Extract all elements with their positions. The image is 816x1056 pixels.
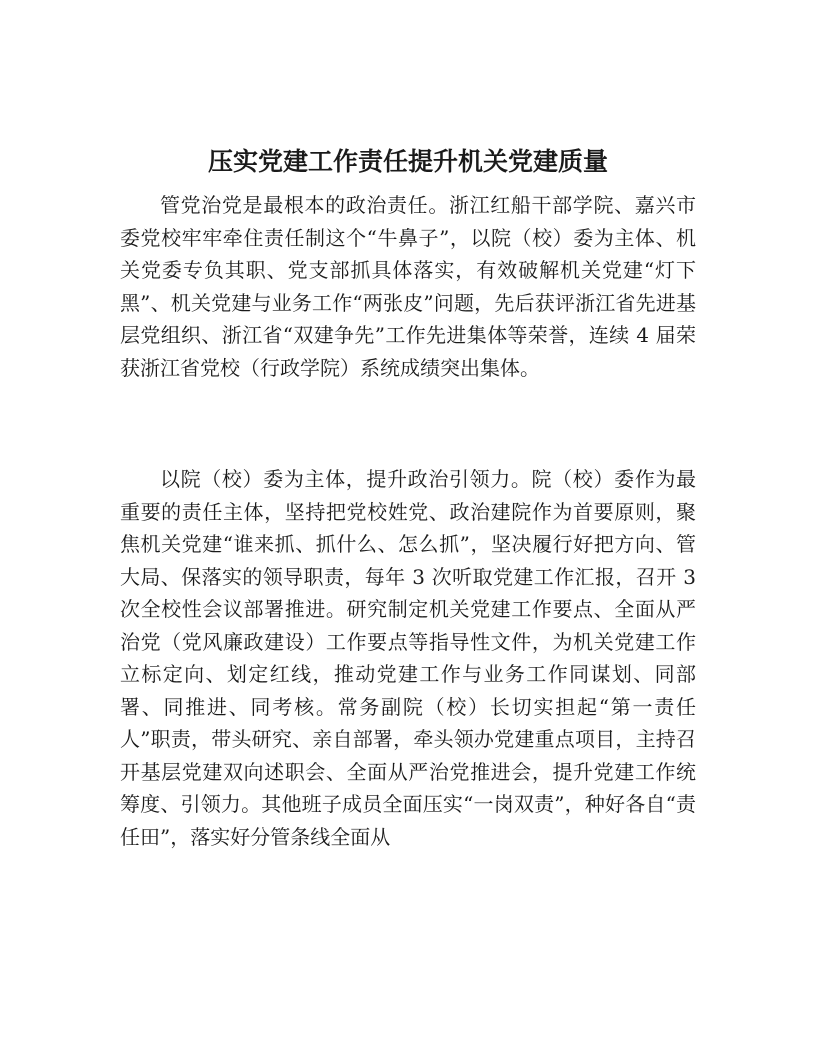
body-paragraph-1-block [120,189,696,384]
body-paragraph-2-block [120,463,696,853]
body-paragraph: 管党治党是最根本的政治责任。浙江红船干部学院、嘉兴市委党校牢牢牵住责任制这个“牛鼻子”，以院（校）委为主体、机关党委专负其职、党支部抓具体落实，有效破解机关党建“灯下黑”、机关党建与业务工作“两张皮”问题，先后获评浙江省先进基层党组织、浙江省“双建争先”工作先进集体等荣誉，连续 4 届荣获浙江省党校（行政学院）系统成绩突出集体。 [120,193,696,380]
body-paragraph: 以院（校）委为主体，提升政治引领力。院（校）委作为最重要的责任主体，坚持把党校姓党、政治建院作为首要原则，聚焦机关党建“谁来抓、抓什么、怎么抓”，坚决履行好把方向、管大局、保落实的领导职责，每年 3 次听取党建工作汇报，召开 3 次全校性会议部署推进。研究制定机关党建工作要点、全面从严治党（党风廉政建设）工作要点等指导性文件，为机关党建工作立标定向、划定红线，推动党建工作与业务工作同谋划、同部署、同推进、同考核。常务副院（校）长切实担起“第一责任人”职责，带头研究、亲自部署，牵头领办党建重点项目，主持召开基层党建双向述职会、全面从严治党推进会，提升党建工作统筹度、引领力。其他班子成员全面压实“一岗双责”，种好各自“责任田”，落实好分管条线全面从 [120,467,696,849]
document-title: 压实党建工作责任提升机关党建质量 [207,147,608,176]
